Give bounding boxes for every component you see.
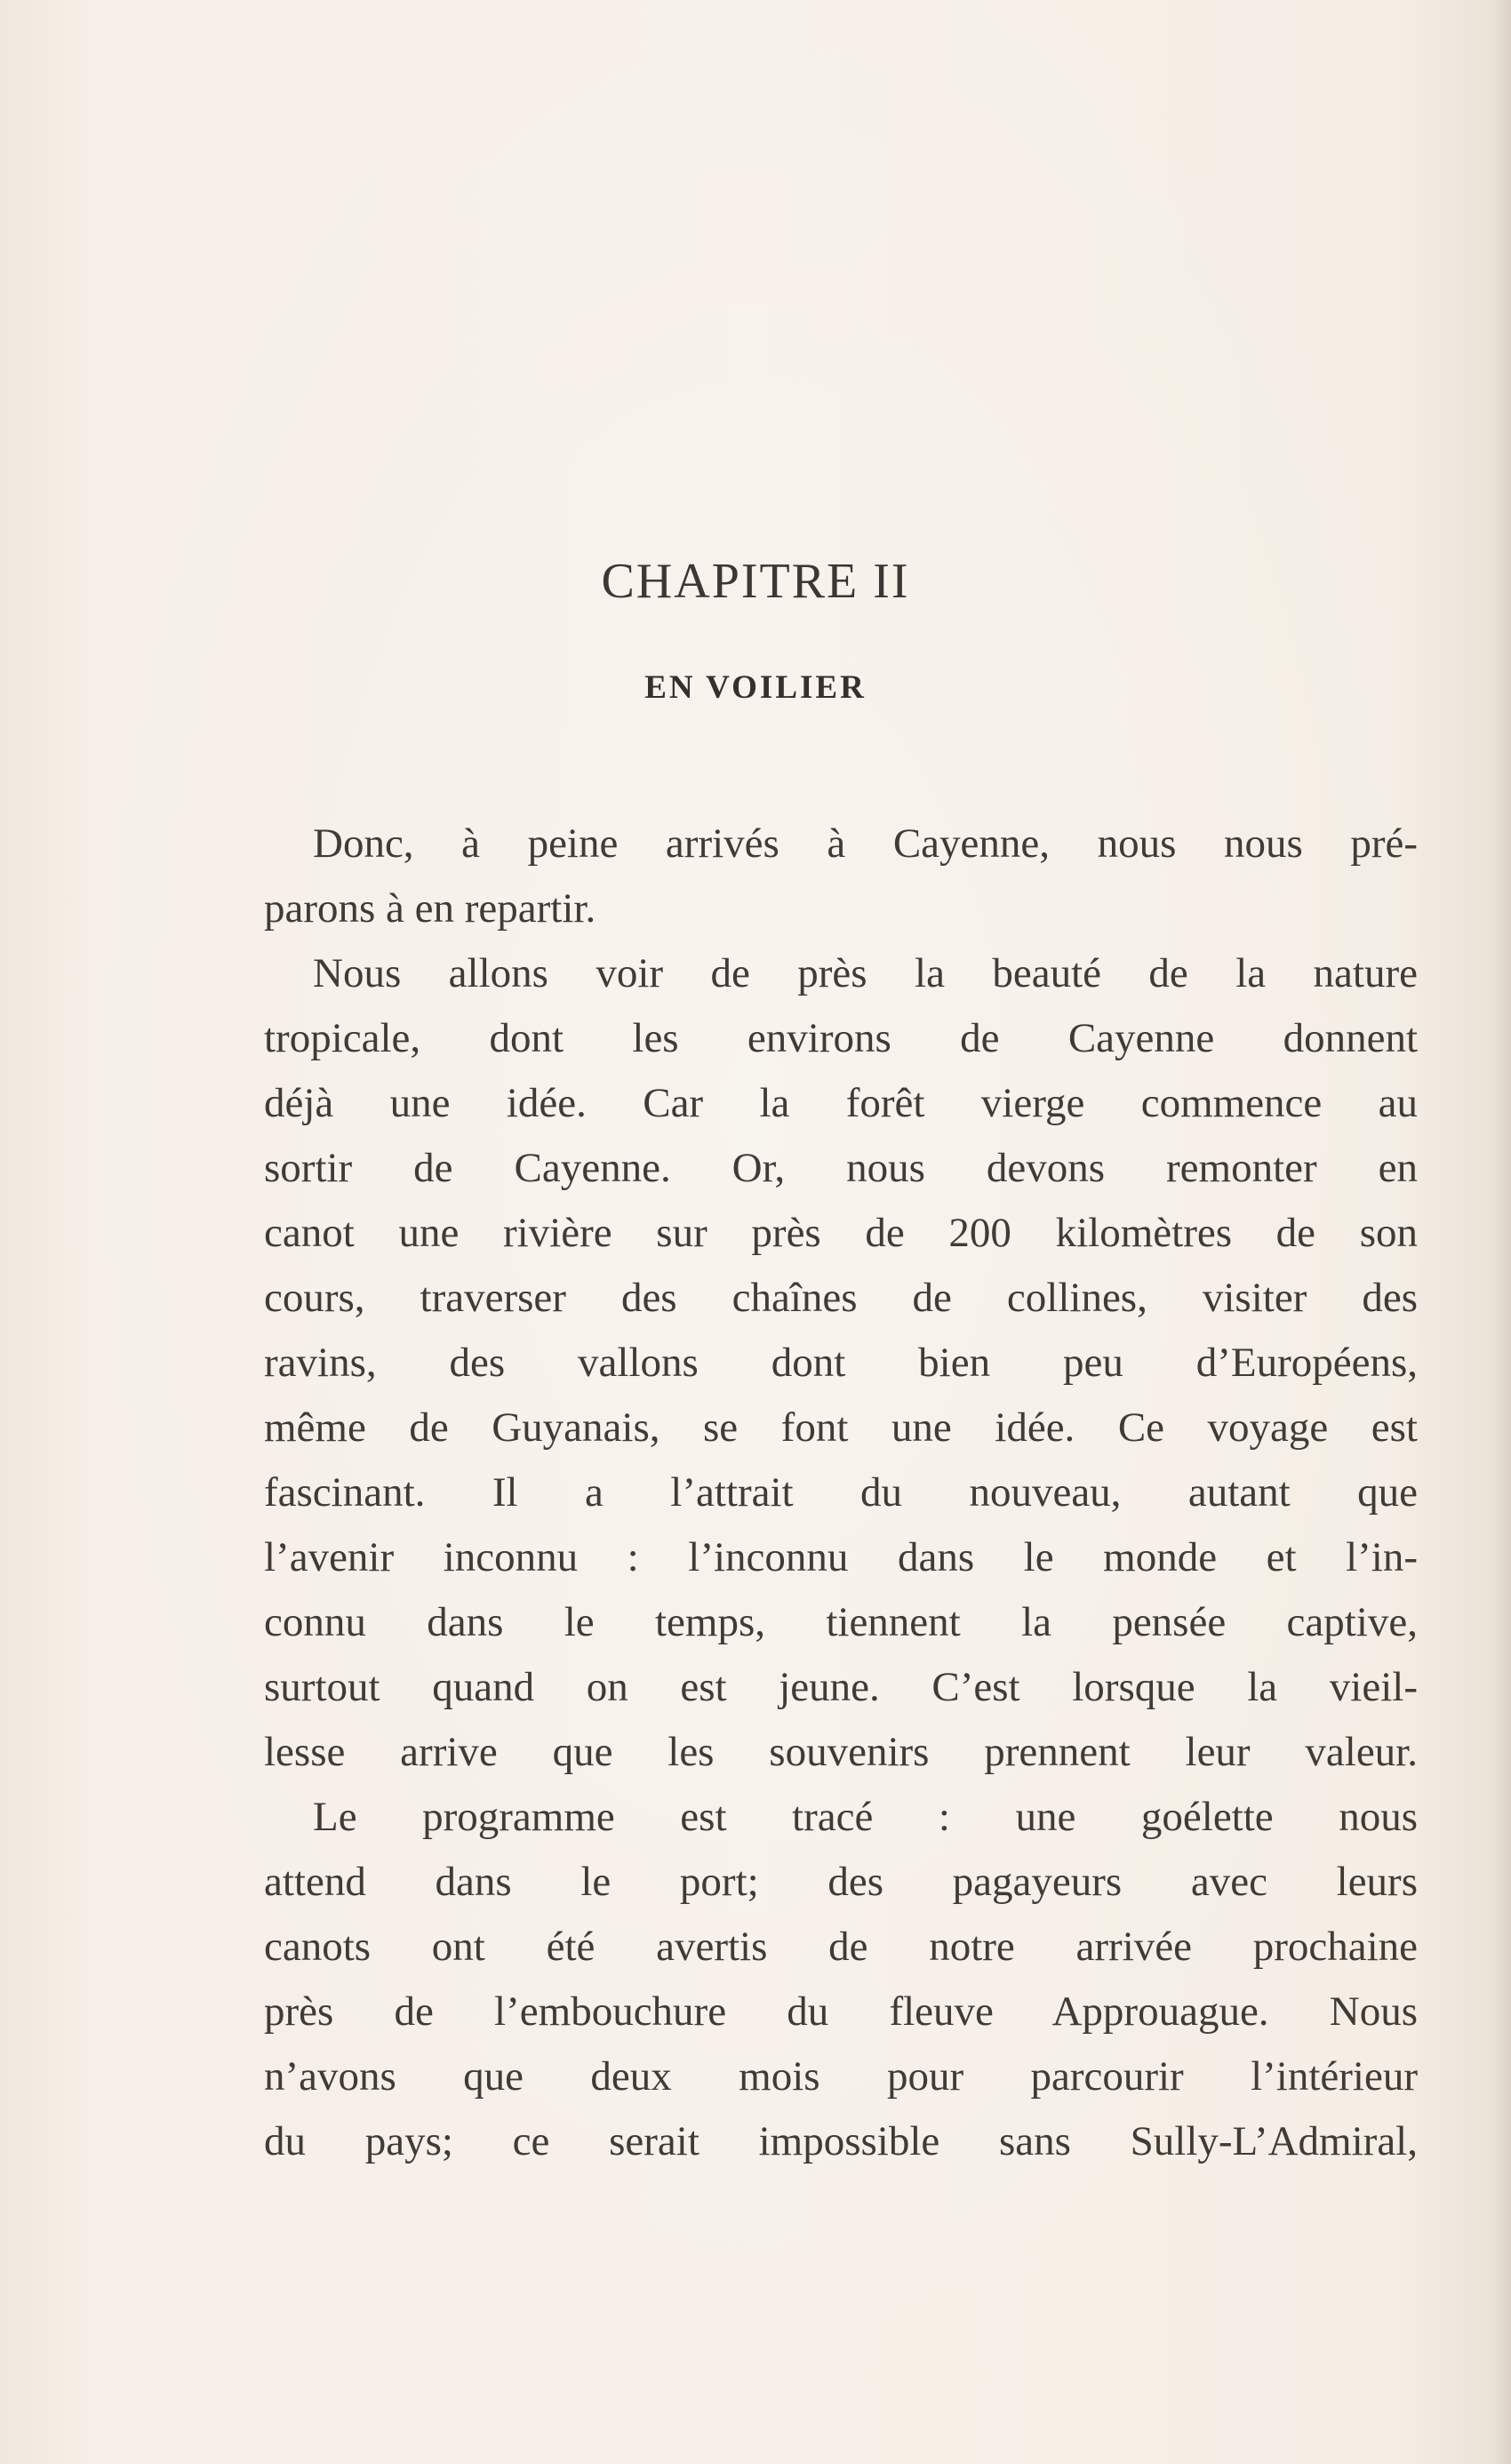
body-text bbox=[264, 812, 1418, 2174]
text-line: attend dans le port; des pagayeurs avec leurs bbox=[264, 1859, 1418, 1905]
text-line: lesse arrive que les souvenirs prennent leur valeur. bbox=[264, 1729, 1418, 1775]
text-line: déjà une idée. Car la forêt vierge commence au bbox=[264, 1080, 1418, 1126]
text-line: sortir de Cayenne. Or, nous devons remonter en bbox=[264, 1145, 1418, 1191]
text-line: Le programme est tracé : une goélette nous bbox=[313, 1794, 1418, 1840]
text-line: Donc, à peine arrivés à Cayenne, nous nous pré- bbox=[313, 820, 1418, 867]
text-line: n’avons que deux mois pour parcourir l’intérieur bbox=[264, 2053, 1418, 2100]
text-line: du pays; ce serait impossible sans Sully-L’Admiral, bbox=[264, 2118, 1418, 2164]
text-line: parons à en repartir. bbox=[264, 885, 596, 932]
page-edge-shadow bbox=[1491, 0, 1511, 2464]
text-line: l’avenir inconnu : l’inconnu dans le monde et l’in- bbox=[264, 1534, 1418, 1580]
text-line: fascinant. Il a l’attrait du nouveau, autant que bbox=[264, 1469, 1418, 1516]
chapter-subtitle: EN VOILIER bbox=[644, 669, 867, 706]
text-line: surtout quand on est jeune. C’est lorsque la vieil- bbox=[264, 1664, 1418, 1710]
text-line: même de Guyanais, se font une idée. Ce voyage est bbox=[264, 1404, 1418, 1451]
text-line: connu dans le temps, tiennent la pensée captive, bbox=[264, 1599, 1418, 1645]
text-line: canots ont été avertis de notre arrivée prochaine bbox=[264, 1924, 1418, 1970]
text-line: canot une rivière sur près de 200 kilomètres de son bbox=[264, 1210, 1418, 1256]
text-line: ravins, des vallons dont bien peu d’Européens, bbox=[264, 1340, 1418, 1386]
text-line: cours, traverser des chaînes de collines, visiter des bbox=[264, 1275, 1418, 1321]
text-line: Nous allons voir de près la beauté de la nature bbox=[313, 950, 1418, 996]
chapter-title: CHAPITRE II bbox=[601, 554, 910, 609]
text-line: près de l’embouchure du fleuve Approuague. Nous bbox=[264, 1988, 1418, 2035]
text-line: tropicale, dont les environs de Cayenne donnent bbox=[264, 1015, 1418, 1061]
